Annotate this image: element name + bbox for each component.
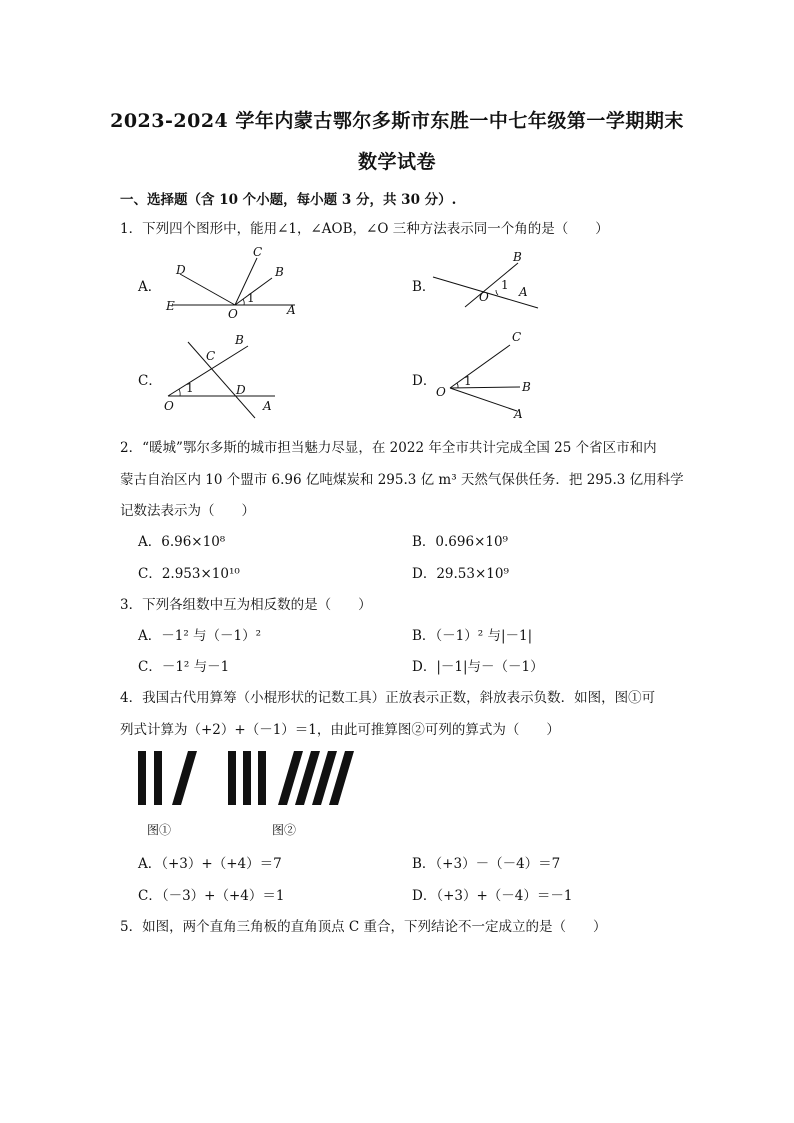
q1a-label-d: D [176,263,186,277]
q1a-label-a: A [287,303,296,317]
q1d-label-o: O [436,385,446,399]
q4-option-b: B．（+3）－（－4）＝7 [412,856,561,872]
q4-option-d: D．（+3）+（－4）＝－1 [412,888,573,904]
q2-stem-line2: 蒙古自治区内 10 个盟市 6.96 亿吨煤炭和 295.3 亿 m³ 天然气保供任务．把 295.3 亿用科学 [120,472,684,488]
q3-option-c: C．－1² 与－1 [138,659,230,675]
q1-figure-a [160,240,310,320]
rod-slanted [172,751,197,805]
q4-figure1-caption: 图① [147,823,172,837]
q1-figure-b [430,245,550,315]
q1-option-b-label: B． [412,279,436,295]
rod-upright [138,751,146,805]
q1d-label-b: B [522,380,531,394]
q2-option-c: C．2.953×10¹⁰ [138,566,240,582]
rod-upright [258,751,266,805]
q1-stem: 1．下列四个图形中，能用∠1，∠AOB，∠O 三种方法表示同一个角的是（ ） [120,221,609,237]
q2-option-d: D．29.53×10⁹ [412,566,509,582]
q1d-label-c: C [512,330,522,344]
q1-figure-d [432,325,532,420]
q1-figure-c [160,328,290,420]
rod-upright [154,751,162,805]
q3-stem: 3．下列各组数中互为相反数的是（ ） [120,597,372,613]
q2-option-a: A．6.96×10⁸ [138,534,226,550]
q1c-label-o: O [164,399,174,413]
q4-stem-line1: 4．我国古代用算筹（小棍形状的记数工具）正放表示正数，斜放表示负数．如图，图①可 [120,690,656,706]
q4-counting-rods-figure [130,745,370,815]
q3-option-a: A．－1² 与（－1）² [138,628,262,644]
q4-stem-line2: 列式计算为（+2）+（－1）＝1，由此可推算图②可列的算式为（ ） [120,722,560,738]
rod-upright [243,751,251,805]
q4-figure2-caption: 图② [272,823,297,837]
q1b-label-b: B [513,250,522,264]
q2-option-b: B．0.696×10⁹ [412,534,508,550]
q1a-label-1: 1 [247,291,255,305]
q4-option-c: C．（－3）+（+4）＝1 [138,888,285,904]
q1a-label-b: B [275,265,284,279]
q2-stem-line1: 2．“暖城”鄂尔多斯的城市担当魅力尽显，在 2022 年全市共计完成全国 25 个省区市和内 [120,440,657,456]
q1-option-c-label: C． [138,373,162,389]
q1b-label-a: A [519,285,528,299]
q1c-label-1: 1 [186,381,194,395]
q1-option-a-label: A． [138,279,162,295]
q1b-label-1: 1 [501,278,509,292]
q3-option-d: D．|－1|与－（－1） [412,659,544,675]
q1c-label-d: D [236,383,246,397]
q2-stem-line3: 记数法表示为（ ） [120,503,255,519]
q5-stem: 5．如图，两个直角三角板的直角顶点 C 重合，下列结论不一定成立的是（ ） [120,919,607,935]
q1c-label-b: B [235,333,244,347]
q1b-label-o: O [479,290,489,304]
exam-title-line1: 2023-2024 学年内蒙古鄂尔多斯市东胜一中七年级第一学期期末 [110,110,684,132]
q4-option-a: A．（+3）+（+4）＝7 [138,856,282,872]
q3-option-b: B．（－1）² 与|－1| [412,628,533,644]
rod-upright [228,751,236,805]
q1a-label-o: O [228,307,238,320]
q1a-label-e: E [166,299,175,313]
q1a-label-c: C [253,245,263,259]
section-heading: 一、选择题（含 10 个小题，每小题 3 分，共 30 分）. [120,192,457,208]
q1-option-d-label: D． [412,373,437,389]
q1d-label-1: 1 [464,374,472,388]
q1d-label-a: A [514,407,523,420]
exam-title-line2: 数学试卷 [357,151,436,173]
q1c-label-c: C [206,349,216,363]
q1c-label-a: A [263,399,272,413]
